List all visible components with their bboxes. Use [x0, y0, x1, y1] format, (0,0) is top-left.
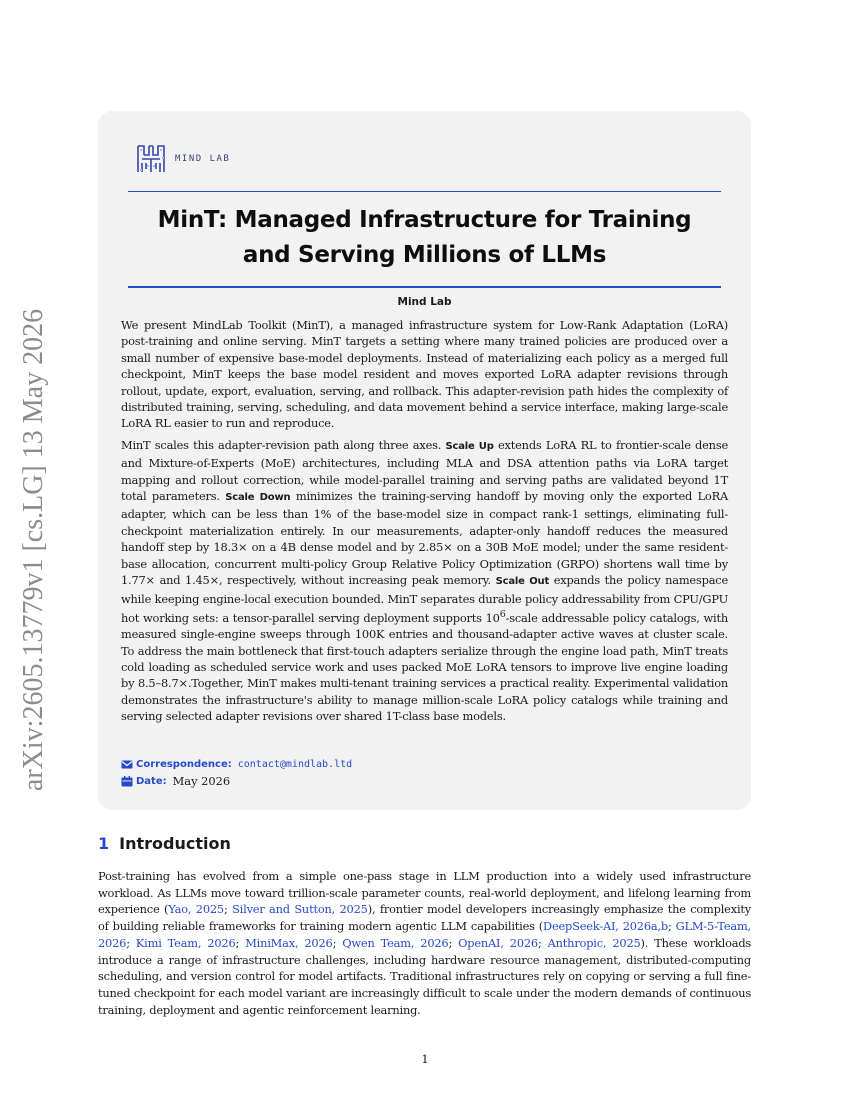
paper-title	[128, 203, 721, 273]
date-line	[121, 773, 352, 790]
citation-link[interactable]: DeepSeek-AI, 2026a,b	[543, 919, 668, 934]
correspondence-email-link[interactable]: contact@mindlab.ltd	[237, 759, 353, 770]
logo-text: MIND LAB	[175, 154, 231, 164]
abstract-paragraph-2: MinT scales this adapter-revision path along three axes. Scale Up extends LoRA RL to frontier-scale dense and Mixture-of-Experts (MoE) architectures, including MLA and DSA attention paths via LoRA target mapping and rollout correction, while model-parallel training and serving paths are validated beyond 1T total parameters. Scale Down minimizes the training-serving handoff by moving only the exported LoRA adapter, which can be less than 1% of the base-model size in compact rank-1 settings, eliminating full-checkpoint materialization entirely. In our measurements, adapter-only handoff reduces the measured handoff step by 18.3× on a 4B dense model and by 2.85× on a 30B MoE model; under the same resident-base allocation, concurrent multi-policy Group Relative Policy Optimization (GRPO) shortens wall time by 1.77× and 1.45×, respectively, without increasing peak memory. Scale Out expands the policy namespace while keeping engine-local execution bounded. MinT separates durable policy addressability from CPU/GPU hot working sets: a tensor-parallel serving deployment supports $10^6$-scale addressable policy catalogs, with measured single-engine sweeps through 100K entries and thousand-adapter active waves at cluster scale. To address the main bottleneck that first-touch adapters serialize through the engine load path, MinT treats cold loading as scheduled service work and uses packed MoE LoRA tensors to improve live engine loading by 8.5–8.7×.Together, MinT makes multi-tenant training services a practical reality. Experimental validation demonstrates the infrastructure's ability to manage million-scale LoRA policy catalogs while training and serving selected adapter revisions over shared 1T-class base models.	[121, 437, 729, 724]
title-line-2: and Serving Millions of LLMs	[242, 242, 607, 268]
paper-metadata	[121, 756, 352, 790]
section-number: 1	[98, 834, 110, 853]
envelope-icon	[121, 759, 133, 770]
citation-link[interactable]: Yao, 2025	[168, 902, 224, 917]
citation-link[interactable]: Anthropic, 2025	[547, 935, 641, 950]
section-title: Introduction	[119, 834, 231, 853]
calendar-icon	[121, 776, 133, 787]
author: Mind Lab	[397, 296, 452, 308]
citation-link[interactable]: OpenAI, 2026	[458, 935, 538, 950]
title-rule-top	[128, 191, 721, 192]
abstract-card	[98, 111, 751, 810]
keyword-scale-down: Scale Down	[225, 492, 291, 504]
keyword-scale-up: Scale Up	[445, 440, 494, 452]
correspondence-line	[121, 756, 352, 773]
date-label: Date:	[136, 776, 167, 787]
introduction-text	[98, 868, 751, 1018]
keyword-scale-out: Scale Out	[495, 576, 550, 588]
section-heading	[98, 834, 231, 853]
citation-link[interactable]: Silver and Sutton, 2025	[232, 902, 368, 917]
citation-link[interactable]: MiniMax, 2026	[245, 935, 333, 950]
citation-link[interactable]: Qwen Team, 2026	[342, 935, 449, 950]
introduction-paragraph: Post-training has evolved from a simple one-pass stage in LLM production into a widely used infrastructure workload. As LLMs move toward trillion-scale parameter counts, real-world deployment, and lifelong learning from experience (Yao, 2025; Silver and Sutton, 2025), frontier model developers increasingly emphasize the complexity of building reliable frameworks for training modern agentic LLM capabilities (DeepSeek-AI, 2026a,b; GLM-5-Team, 2026; Kimi Team, 2026; MiniMax, 2026; Qwen Team, 2026; OpenAI, 2026; Anthropic, 2025). These workloads introduce a range of infrastructure challenges, including hardware resource management, distributed-computing scheduling, and version control for model artifacts. Traditional infrastructures rely on copying or serving a full fine-tuned checkpoint for each model variant are increasingly difficult to scale under the modern demands of continuous training, deployment and agentic reinforcement learning.	[98, 869, 752, 1017]
abstract-paragraph-1: We present MindLab Toolkit (MinT), a managed infrastructure system for Low-Rank Adaptation (LoRA) post-training and online serving. MinT targets a setting where many trained policies are produced over a small number of expensive base-model deployments. Instead of materializing each policy as a merged full checkpoint, MinT keeps the base model resident and moves exported LoRA adapter revisions through rollout, update, export, evaluation, serving, and rollback. This adapter-revision path hides the complexity of distributed training, serving, scheduling, and data movement behind a service interface, making large-scale LoRA RL easier to run and reproduce.	[121, 318, 728, 431]
date-value: May 2026	[172, 774, 231, 788]
title-rule-bottom	[128, 286, 721, 288]
citation-link[interactable]: Kimi Team, 2026	[135, 935, 236, 950]
abstract	[121, 317, 728, 730]
title-line-1: MinT: Managed Infrastructure for Training	[157, 207, 692, 233]
mind-lab-logo-icon	[136, 143, 166, 175]
citation-link[interactable]: GLM-5-Team, 2026	[98, 919, 751, 950]
page-number: 1	[421, 1052, 429, 1066]
arxiv-identifier: arXiv:2605.13779v1 [cs.LG] 13 May 2026	[18, 308, 49, 792]
logo	[136, 143, 230, 175]
correspondence-label: Correspondence:	[136, 759, 232, 770]
